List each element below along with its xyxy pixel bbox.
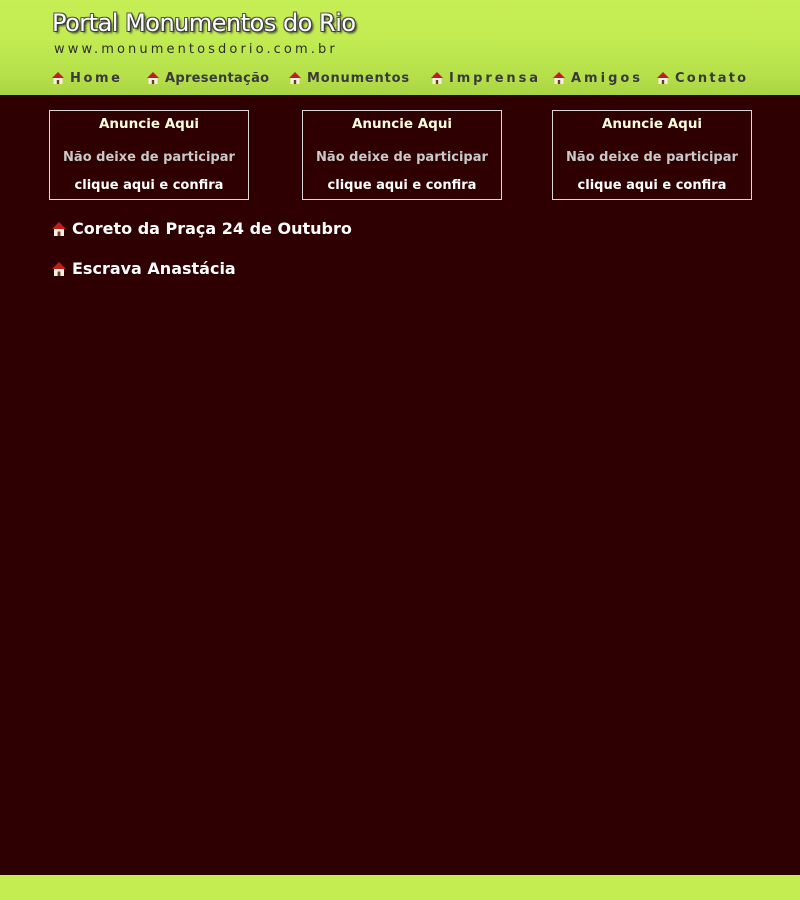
house-icon (288, 71, 302, 85)
nav-imprensa-link[interactable] (430, 69, 541, 87)
house-icon (51, 261, 67, 277)
monument-label: Coreto da Praça 24 de Outubro (72, 219, 352, 238)
ad-title: Anuncie Aqui (351, 116, 453, 132)
nav-contato-link[interactable] (656, 69, 748, 87)
site-title-logo[interactable]: Portal Monumentos do Rio (52, 9, 356, 37)
monument-label: Escrava Anastácia (72, 259, 236, 278)
ad-subtitle: Não deixe de participar (63, 150, 235, 165)
ad-cta: clique aqui e confira (327, 178, 477, 193)
site-url: www.monumentosdorio.com.br (54, 42, 338, 57)
house-icon (430, 71, 444, 85)
nav-label: Apresentação (165, 70, 270, 86)
house-icon (656, 71, 670, 85)
nav-label: Monumentos (307, 70, 410, 86)
ad-subtitle: Não deixe de participar (566, 150, 738, 165)
ad-cta: clique aqui e confira (74, 178, 224, 193)
nav-label: Imprensa (449, 70, 541, 86)
nav-amigos-link[interactable] (552, 69, 643, 87)
nav-label: Amigos (571, 70, 644, 86)
ad-subtitle: Não deixe de participar (316, 150, 488, 165)
ad-box[interactable] (552, 110, 752, 200)
nav-label: Home (70, 70, 123, 86)
ad-title: Anuncie Aqui (98, 116, 200, 132)
monument-link-coreto[interactable] (51, 219, 352, 238)
ad-title: Anuncie Aqui (601, 116, 703, 132)
footer-bar (0, 875, 800, 900)
nav-label: Contato (675, 70, 749, 86)
house-icon (51, 71, 65, 85)
ad-cta: clique aqui e confira (577, 178, 727, 193)
ad-box[interactable] (302, 110, 502, 200)
ad-box[interactable] (49, 110, 249, 200)
monument-link-escrava-anastacia[interactable] (51, 259, 236, 278)
nav-monumentos-link[interactable] (288, 69, 410, 87)
nav-home-link[interactable] (51, 69, 123, 87)
nav-apresentacao-link[interactable] (146, 69, 269, 87)
house-icon (146, 71, 160, 85)
house-icon (51, 221, 67, 237)
header (0, 0, 800, 95)
house-icon (552, 71, 566, 85)
